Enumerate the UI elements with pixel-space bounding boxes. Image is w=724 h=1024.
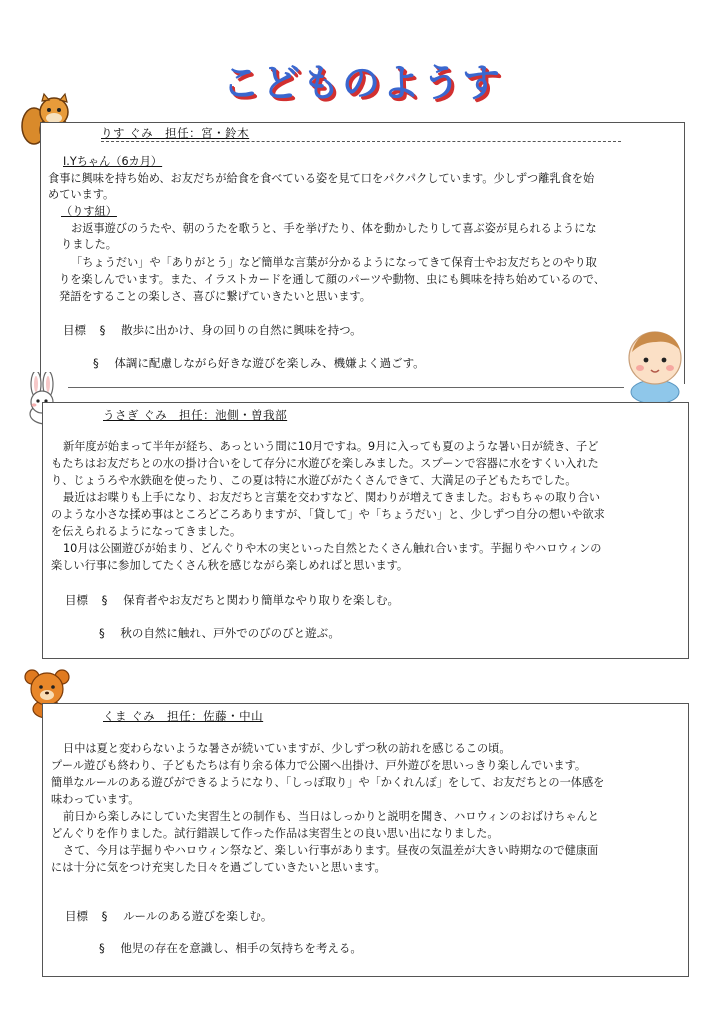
page-title: こどものようす — [221, 61, 502, 105]
kuma-class-section — [42, 703, 689, 977]
risu-header-text: りす ぐみ 担任：宮・鈴木 — [101, 126, 250, 140]
goal-row — [99, 625, 340, 641]
paragraph-line: 日中は夏と変わらないような暑さが続いていますが、少しずつ秋の訪れを感じるこの頃。 — [63, 742, 511, 755]
goal-row — [65, 908, 272, 924]
paragraph-line: には十分に気をつけ充実した日々を過ごしていきたいと思います。 — [51, 861, 386, 874]
section-mark: § — [99, 323, 106, 337]
goal-row — [93, 355, 425, 371]
header-rule — [101, 141, 621, 142]
goal-text: 秋の自然に触れ、戸外でのびのびと遊ぶ。 — [120, 626, 340, 640]
risu-class-header — [101, 125, 249, 141]
paragraph-line: 簡単なルールのある遊びができるようになり、「しっぽ取り」や「かくれんぼ」をして、お友だちとの一体感を — [51, 776, 605, 789]
usagi-class-header — [103, 407, 287, 423]
paragraph-line: お返事遊びのうたや、朝のうたを歌うと、手を挙げたり、体を動かしたりして喜ぶ姿が見られるようにな — [71, 222, 597, 235]
child-label: I.Yちゃん（6カ月） — [63, 155, 163, 168]
goal-label: 目標 — [63, 323, 86, 337]
paragraph-line: 「ちょうだい」や「ありがとう」など簡単な言葉が分かるようになってきて保育士やお友だちとのやり取 — [71, 256, 597, 269]
paragraph-line: りを楽しんでいます。また、イラストカードを通して顔のパーツや動物、虫にも興味を持ち始めているので、 — [59, 273, 605, 286]
goal-text: 保育者やお友だちと関わり簡単なやり取りを楽しむ。 — [123, 593, 400, 607]
usagi-class-section — [42, 402, 689, 659]
paragraph-line: さて、今月は芋掘りやハロウィン祭など、楽しい行事があります。昼夜の気温差が大きい時期なので健康面 — [63, 844, 599, 857]
goal-text: 他児の存在を意識し、相手の気持ちを考える。 — [120, 941, 362, 955]
paragraph-line: りました。 — [61, 238, 117, 251]
paragraph-line: 味わっています。 — [51, 793, 140, 806]
paragraph-line: めています。 — [48, 188, 115, 201]
paragraph-line: り、じょうろや水鉄砲を使ったり、この夏は特に水遊びがたくさんできて、大満足の子どもたちでした。 — [51, 474, 577, 487]
kuma-header-text: くま ぐみ 担任：佐藤・中山 — [103, 709, 264, 723]
section-mark: § — [101, 909, 108, 923]
baby-illustration — [624, 326, 686, 404]
group-label: （りす組） — [61, 205, 117, 218]
paragraph-line: プール遊びも終わり、子どもたちは有り余る体力で公園へ出掛け、戸外遊びを思いっきり楽しんでいます。 — [51, 759, 587, 772]
goal-text: ルールのある遊びを楽しむ。 — [123, 909, 273, 923]
goal-label: 目標 — [65, 909, 88, 923]
section-divider — [68, 387, 624, 388]
goal-text: 散歩に出かけ、身の回りの自然に興味を持つ。 — [121, 323, 362, 337]
paragraph-line: もたちはお友だちとの水の掛け合いをして存分に水遊びを楽しみました。スプーンで容器に水をすくい入れた — [51, 457, 599, 470]
goal-label: 目標 — [65, 593, 88, 607]
goal-text: 体調に配慮しながら好きな遊びを楽しみ、機嫌よく過ごす。 — [114, 356, 425, 370]
section-mark: § — [99, 941, 105, 955]
goal-row — [99, 940, 362, 956]
risu-class-section — [40, 122, 685, 384]
paragraph-line: 新年度が始まって半年が経ち、あっという間に10月ですね。9月に入っても夏のような暑い日が続き、子ど — [63, 440, 599, 453]
paragraph-line: どんぐりを作りました。試行錯誤して作った作品は実習生との良い思い出になりました。 — [51, 827, 499, 840]
paragraph-line: 最近はお喋りも上手になり、お友だちと言葉を交わすなど、関わりが増えてきました。おもちゃの取り合い — [63, 491, 601, 504]
paragraph-line: 楽しい行事に参加してたくさん秋を感じながら楽しめればと思います。 — [51, 559, 409, 572]
paragraph-line: のような小さな揉め事はところどころありますが、「貸して」や「ちょうだい」と、少しずつ自分の想いや欲求 — [51, 508, 605, 521]
paragraph-line: 10月は公園遊びが始まり、どんぐりや木の実といった自然とたくさん触れ合います。芋掘りやハロウィンの — [63, 542, 602, 555]
kuma-class-header — [103, 708, 263, 724]
section-mark: § — [93, 356, 99, 370]
goal-row — [65, 592, 399, 608]
paragraph-line: 食事に興味を持ち始め、お友だちが給食を食べている姿を見て口をパクパクしています。少しずつ離乳食を始 — [48, 172, 595, 185]
section-mark: § — [101, 593, 108, 607]
section-mark: § — [99, 626, 105, 640]
paragraph-line: 発語をすることの楽しさ、喜びに繋げていきたいと思います。 — [59, 290, 371, 303]
usagi-header-text: うさぎ ぐみ 担任：池側・曽我部 — [103, 408, 288, 422]
paragraph-line: 前日から楽しみにしていた実習生との制作も、当日はしっかりと説明を聞き、ハロウィンのおばけちゃんと — [63, 810, 599, 823]
paragraph-line: を伝えられるようになってきました。 — [51, 525, 242, 538]
goal-row — [63, 322, 362, 338]
